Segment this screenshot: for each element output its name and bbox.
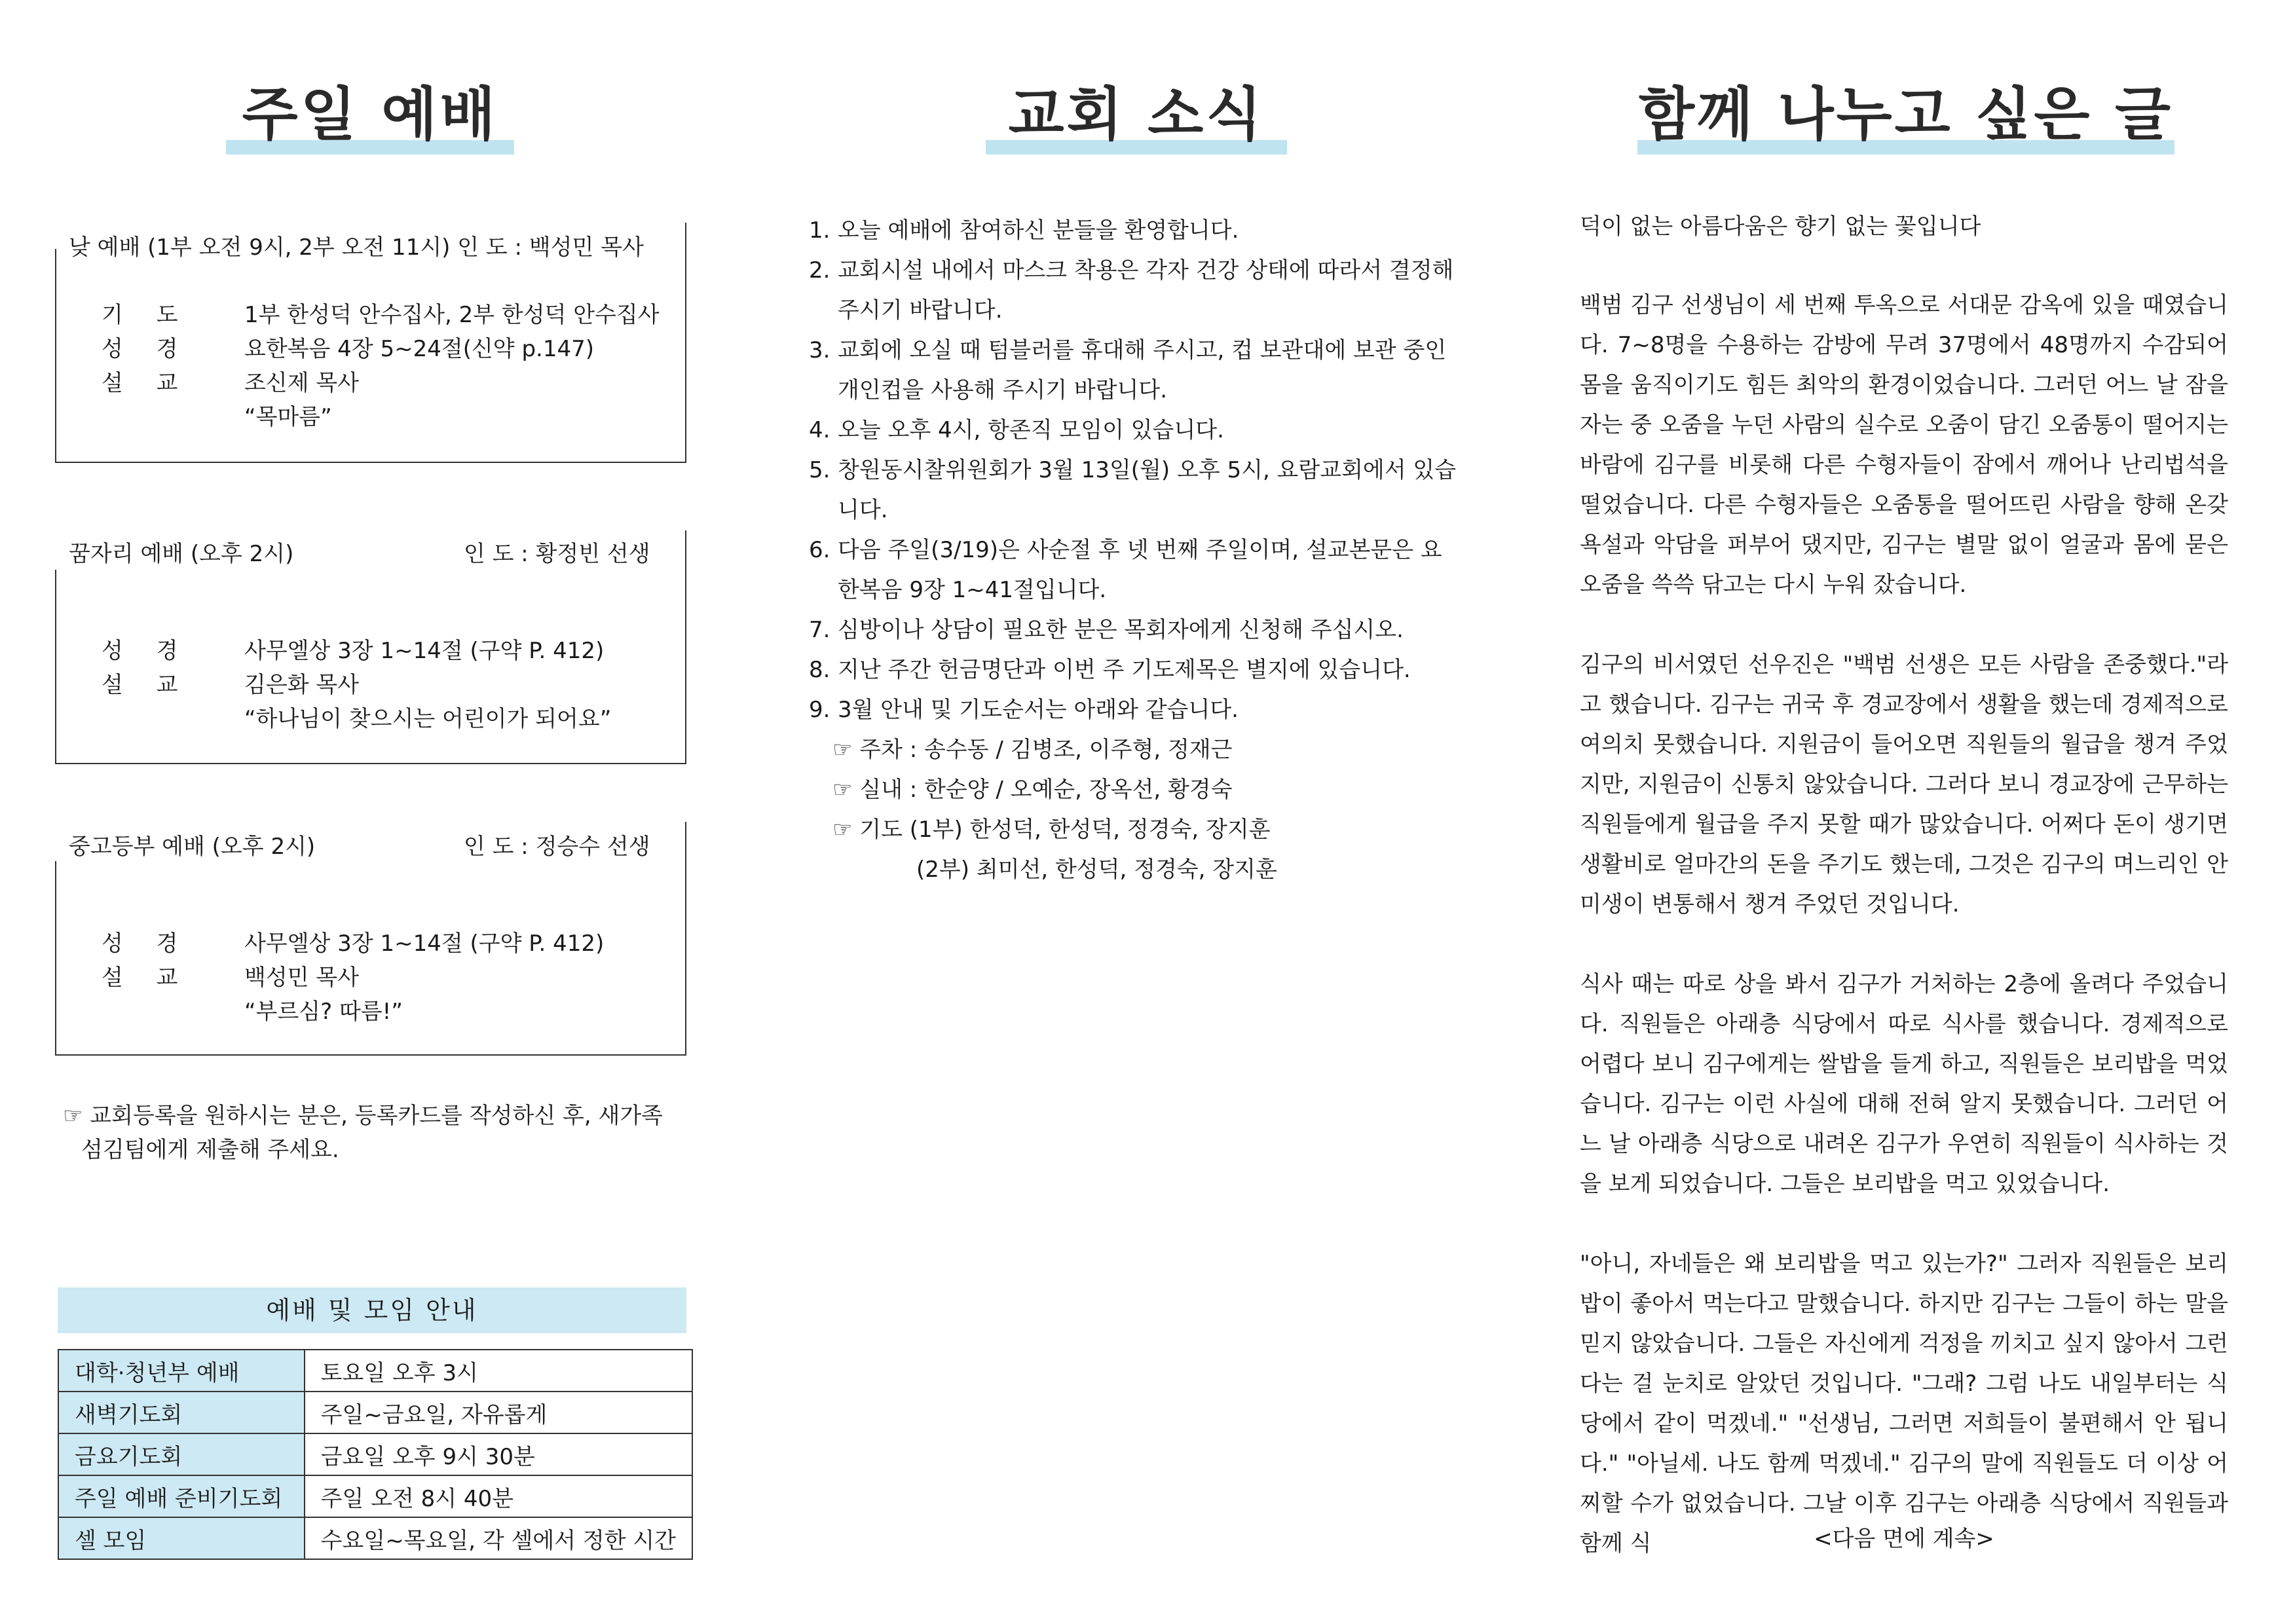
essay-paragraph: 식사 때는 따로 상을 봐서 김구가 거처하는 2층에 올려다 주었습니다. 직원들은 아래층 식당에서 따로 식사를 했습니다. 경제적으로 어렵다 보니 김구에게는 쌀밥을 들게 하고, 직원들은 보리밥을 먹었습니다. 김구는 이런 사실에 대해 전혀 알지 못했습니다. 그러던 어느 날 아래층 식당으로 내려온 김구가 우연히 직원들이 식사하는 것을 보게 되었습니다. 그들은 보리밥을 먹고 있었습니다. <box>1580 971 2228 1197</box>
essay-paragraph: "아니, 자네들은 왜 보리밥을 먹고 있는가?" 그러자 직원들은 보리밥이 좋아서 먹는다고 말했습니다. 하지만 김구는 그들이 하는 말을 믿지 않았습니다. 그들은 자신에게 걱정을 끼치고 싶지 않아서 그런다는 걸 눈치로 알았던 것입니다. "그래? 그럼 나도 내일부터는 식당에서 같이 먹겠네." "선생님, 그러면 저희들이 불편해서 안 됩니다." "아닐세. 나도 함께 먹겠네." 김구의 말에 직원들도 더 이상 어찌할 수가 없었습니다. 그날 이후 김구는 아래층 식당에서 직원들과 함께 식 <box>1580 1251 2228 1557</box>
youth-row-scripture: 성 경 사무엘상 3장 1~14절 (구약 P. 412) <box>102 931 605 957</box>
essay-paragraph: 김구의 비서였던 선우진은 "백범 선생은 모든 사람을 존중했다."라고 했습니다. 김구는 귀국 후 경교장에서 생활을 했는데 경제적으로 여의치 못했습니다. 지원금이 들어오면 직원들의 월급을 챙겨 주었지만, 지원금이 신통치 않았습니다. 그러다 보니 경교장에 근무하는 직원들에게 월급을 주지 못할 때가 많았습니다. 어쩌다 돈이 생기면 생활비로 얼마간의 돈을 주기도 했는데, 그것은 김구의 며느리인 안미생이 변통해서 챙겨 주었던 것입니다. <box>1580 652 2228 917</box>
list-item: 2. 교회시설 내에서 마스크 착용은 각자 건강 상태에 따라서 결정해 주시기 바랍니다. <box>809 257 1454 323</box>
day-row-prayer: 기 도 1부 한성덕 안수집사, 2부 한성덕 안수집사 <box>102 302 660 328</box>
duty-parking: ☞ 주차 : 송수동 / 김병조, 이주형, 정재근 <box>832 737 1233 763</box>
continued-note: <다음 면에 계속> <box>1814 1526 1994 1552</box>
table-row: 새벽기도회 주일~금요일, 자유롭게 <box>58 1392 692 1433</box>
day-sermon-title: “목마름” <box>244 404 332 430</box>
kids-row-scripture: 성 경 사무엘상 3장 1~14절 (구약 P. 412) <box>102 638 605 664</box>
essay-title: 함께 나누고 싶은 글 <box>1637 79 2174 157</box>
kids-row-sermon: 설 교 김은화 목사 <box>102 672 360 698</box>
table-row: 금요기도회 금요일 오후 9시 30분 <box>58 1433 692 1475</box>
essay-subtitle: 덕이 없는 아름다움은 향기 없는 꽃입니다 <box>1580 213 1981 240</box>
youth-service-header-right: 인 도 : 정승수 선생 <box>464 834 650 860</box>
guide-title: 예배 및 모임 안내 <box>58 1287 686 1333</box>
worship-title: 주일 예배 <box>226 79 514 157</box>
guide-table <box>58 1349 693 1560</box>
duty-indoor: ☞ 실내 : 한순양 / 오예순, 장옥선, 황경숙 <box>832 777 1233 803</box>
news-title: 교회 소식 <box>986 79 1287 157</box>
kids-service-header-left: 꿈자리 예배 (오후 2시) <box>69 541 294 567</box>
list-item: 4. 오늘 오후 4시, 항존직 모임이 있습니다. <box>809 417 1224 443</box>
table-row: 셀 모임 수요일~목요일, 각 셀에서 정한 시간 <box>58 1517 692 1559</box>
kids-service-header-right: 인 도 : 황정빈 선생 <box>464 541 650 567</box>
youth-sermon-title: “부르심? 따름!” <box>244 999 403 1025</box>
news-list <box>809 211 1457 890</box>
duty-list <box>809 730 1457 890</box>
registration-note: ☞ 교회등록을 원하시는 분은, 등록카드를 작성하신 후, 새가족 섬김팀에게 제출해 주세요. <box>63 1103 663 1163</box>
day-row-scripture: 성 경 요한복음 4장 5~24절(신약 p.147) <box>102 336 595 362</box>
youth-service-header-left: 중고등부 예배 (오후 2시) <box>69 834 316 860</box>
duty-prayer-1: ☞ 기도 (1부) 한성덕, 한성덕, 정경숙, 장지훈 <box>832 817 1271 843</box>
list-item: 1. 오늘 예배에 참여하신 분들을 환영합니다. <box>809 217 1239 244</box>
list-item: 6. 다음 주일(3/19)은 사순절 후 넷 번째 주일이며, 설교본문은 요한복음 9장 1~41절입니다. <box>809 537 1442 603</box>
essay-body <box>1580 286 2228 1564</box>
list-item: 9. 3월 안내 및 기도순서는 아래와 같습니다. <box>809 697 1239 723</box>
list-item: 5. 창원동시찰위원회가 3월 13일(월) 오후 5시, 요람교회에서 있습니다. <box>809 457 1457 523</box>
day-service-header: 낮 예배 (1부 오전 9시, 2부 오전 11시) 인 도 : 백성민 목사 <box>69 234 644 261</box>
day-row-sermon: 설 교 조신제 목사 <box>102 370 360 396</box>
table-row: 대학·청년부 예배 토요일 오후 3시 <box>58 1350 692 1392</box>
kids-service-details <box>102 634 611 736</box>
essay-paragraph: 백범 김구 선생님이 세 번째 투옥으로 서대문 감옥에 있을 때였습니다. 7~8명을 수용하는 감방에 무려 37명에서 48명까지 수감되어 몸을 움직이기도 힘든 최악의 환경이었습니다. 그러던 어느 날 잠을 자는 중 오줌을 누던 사람의 실수로 오줌이 담긴 오줌통이 떨어지는 바람에 김구를 비롯해 다른 수형자들이 잠에서 깨어나 난리법석을 떨었습니다. 다른 수형자들은 오줌통을 떨어뜨린 사람을 향해 온갖 욕설과 악담을 퍼부어 댔지만, 김구는 별말 없이 얼굴과 몸에 묻은 오줌을 쓱쓱 닦고는 다시 누워 잤습니다. <box>1580 292 2228 598</box>
list-item: 8. 지난 주간 헌금명단과 이번 주 기도제목은 별지에 있습니다. <box>809 657 1411 683</box>
list-item: 7. 심방이나 상담이 필요한 분은 목회자에게 신청해 주십시오. <box>809 617 1404 643</box>
youth-row-sermon: 설 교 백성민 목사 <box>102 965 360 991</box>
duty-prayer-2: (2부) 최미선, 한성덕, 정경숙, 장지훈 <box>916 857 1277 883</box>
list-item: 3. 교회에 오실 때 텀블러를 휴대해 주시고, 컵 보관대에 보관 중인 개인컵을 사용해 주시기 바랍니다. <box>809 337 1447 403</box>
table-row: 주일 예배 준비기도회 주일 오전 8시 40분 <box>58 1475 692 1517</box>
day-service-details <box>102 298 660 434</box>
youth-service-details <box>102 927 604 1029</box>
kids-sermon-title: “하나님이 찾으시는 어린이가 되어요” <box>244 706 612 732</box>
